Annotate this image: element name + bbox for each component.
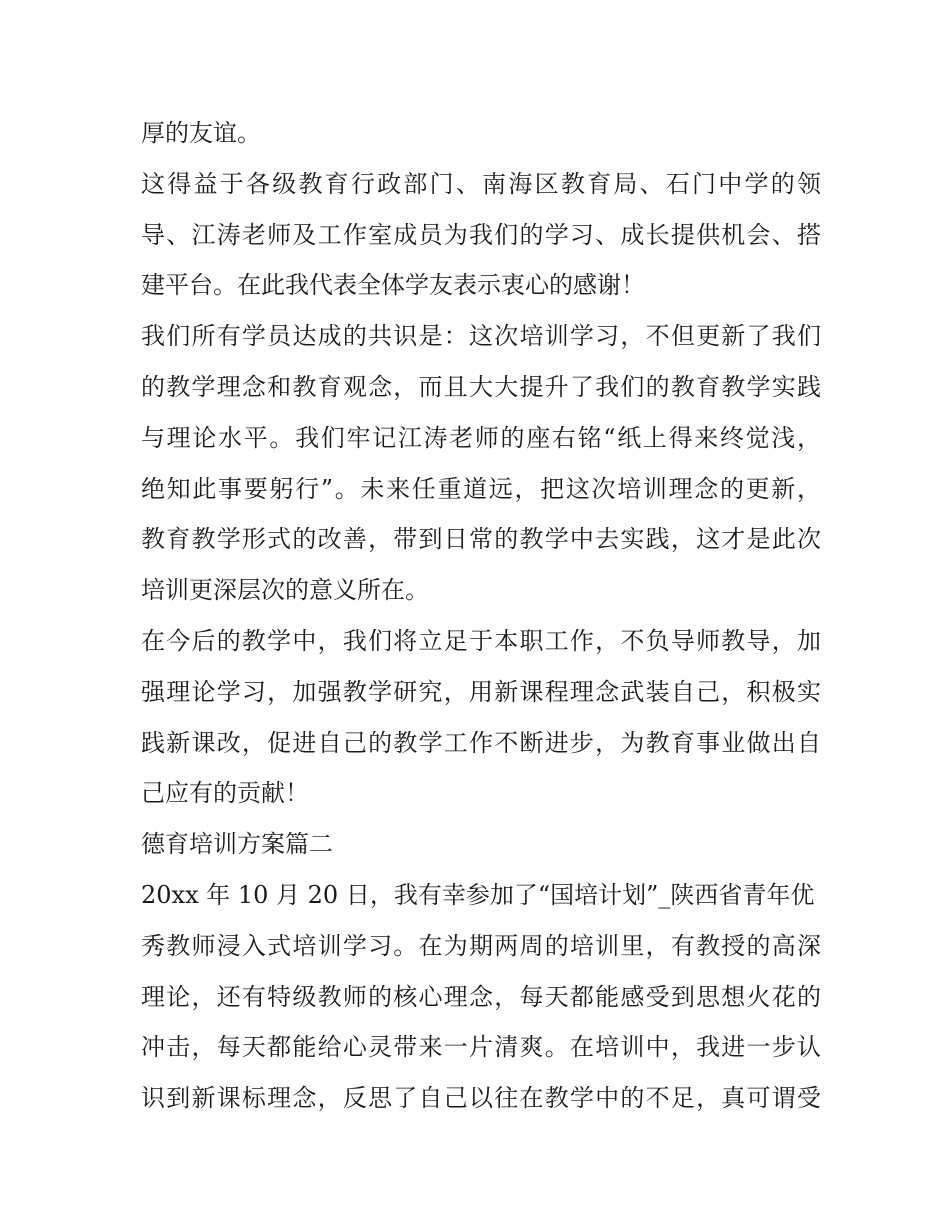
paragraph-line-8: 绝知此事要躬行”。未来任重道远，把这次培训理念的更新， [141, 474, 821, 503]
paragraph-line-13: 践新课改，促进自己的教学工作不断进步，为教育事业做出自 [141, 728, 821, 757]
paragraph-line-6: 的教学理念和教育观念，而且大大提升了我们的教育教学实践 [141, 372, 821, 401]
paragraph-line-16: 20xx 年 10 月 20 日，我有幸参加了“国培计划”_陕西省青年优 [141, 880, 815, 909]
paragraph-line-11: 在今后的教学中，我们将立足于本职工作，不负导师教导，加 [141, 626, 821, 655]
paragraph-line-7: 与理论水平。我们牢记江涛老师的座右铭“纸上得来终觉浅， [141, 423, 821, 452]
paragraph-line-17: 秀教师浸入式培训学习。在为期两周的培训里，有教授的高深 [141, 931, 821, 960]
paragraph-line-10: 培训更深层次的意义所在。 [141, 576, 429, 605]
section-heading: 德育培训方案篇二 [141, 830, 333, 859]
paragraph-line-9: 教育教学形式的改善，带到日常的教学中去实践，这才是此次 [141, 525, 821, 554]
paragraph-line-1: 厚的友谊。 [141, 119, 261, 147]
paragraph-line-4: 建平台。在此我代表全体学友表示衷心的感谢！ [141, 271, 645, 300]
paragraph-line-14: 己应有的贡献！ [141, 779, 309, 808]
paragraph-line-12: 强理论学习，加强教学研究，用新课程理念武装自己，积极实 [141, 677, 821, 706]
paragraph-line-19: 冲击，每天都能给心灵带来一片清爽。在培训中，我进一步认 [141, 1033, 821, 1062]
paragraph-line-18: 理论，还有特级教师的核心理念，每天都能感受到思想火花的 [141, 982, 821, 1011]
document-body [141, 108, 821, 1124]
paragraph-line-2: 这得益于各级教育行政部门、南海区教育局、石门中学的领 [141, 169, 821, 198]
paragraph-line-20: 识到新课标理念，反思了自己以往在教学中的不足，真可谓受 [141, 1084, 821, 1113]
paragraph-line-5: 我们所有学员达成的共识是：这次培训学习，不但更新了我们 [141, 322, 821, 351]
paragraph-line-3: 导、江涛老师及工作室成员为我们的学习、成长提供机会、搭 [141, 220, 821, 249]
